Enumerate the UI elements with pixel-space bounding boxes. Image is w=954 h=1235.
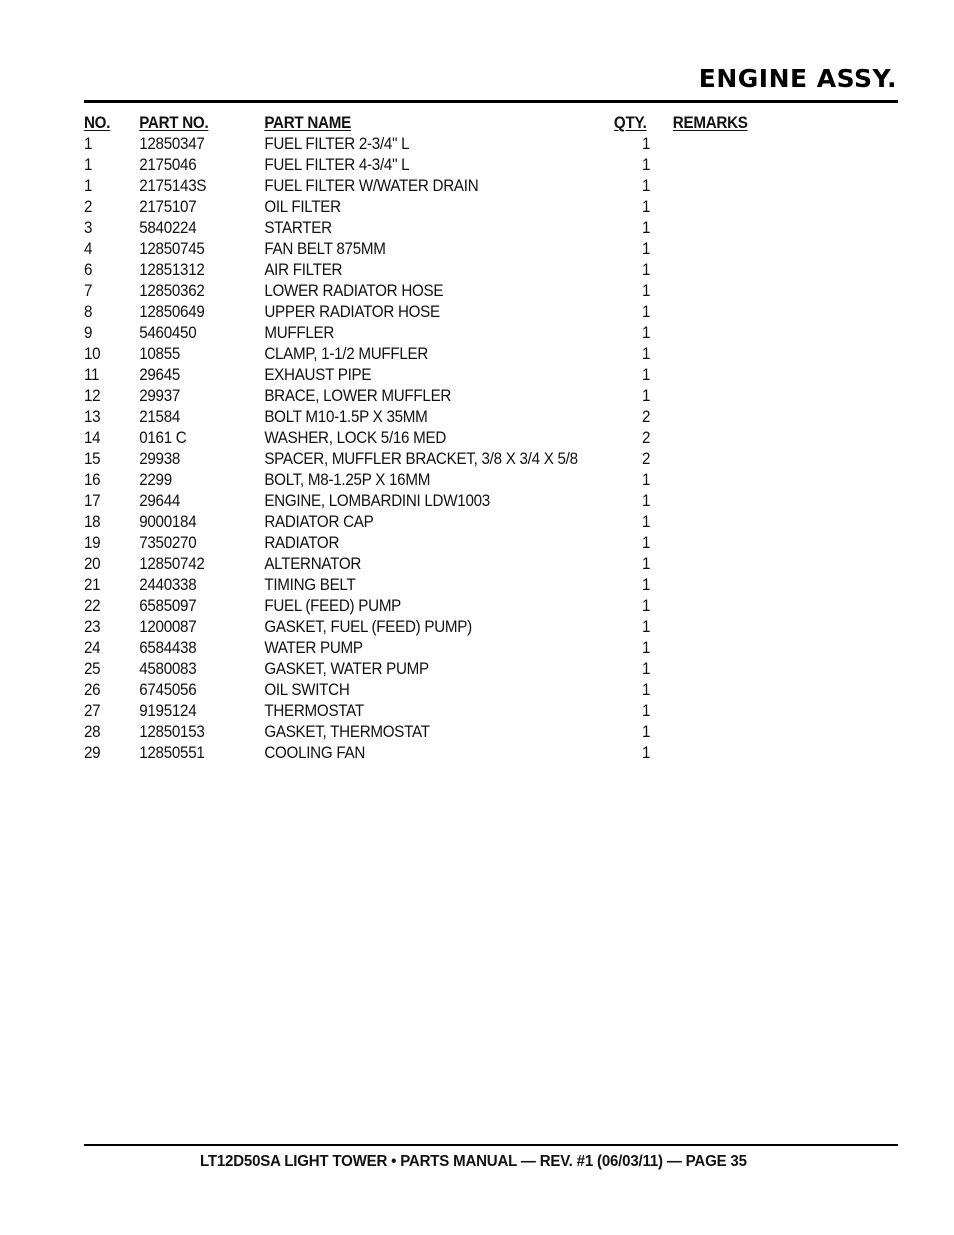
row-no: 25 [84, 660, 101, 678]
row-qty: 1 [642, 135, 651, 153]
row-part-name: BOLT M10-1.5P X 35MM [264, 408, 428, 426]
row-part-name: OIL FILTER [264, 198, 341, 216]
table-row [84, 155, 820, 176]
row-part-name: COOLING FAN [264, 744, 366, 762]
row-qty: 2 [642, 450, 651, 468]
table-row [84, 260, 820, 281]
table-row [84, 176, 820, 197]
row-qty: 1 [642, 198, 651, 216]
row-qty: 1 [642, 576, 651, 594]
row-qty: 1 [642, 471, 651, 489]
header-part-no: PART NO. [139, 114, 209, 132]
row-part-name: EXHAUST PIPE [264, 366, 372, 384]
table-row [84, 491, 820, 512]
row-qty: 1 [642, 618, 651, 636]
row-qty: 1 [642, 366, 651, 384]
table-header-row [84, 113, 820, 134]
row-qty: 1 [642, 303, 651, 321]
table-row [84, 701, 820, 722]
row-part-no: 29937 [139, 387, 181, 405]
row-part-no: 12850347 [139, 135, 205, 153]
row-no: 20 [84, 555, 101, 573]
row-part-no: 12850551 [139, 744, 205, 762]
row-part-name: RADIATOR [264, 534, 340, 552]
parts-table [84, 113, 884, 764]
row-part-no: 9195124 [139, 702, 197, 720]
table-row [84, 239, 820, 260]
title-divider [84, 100, 898, 103]
table-row [84, 323, 820, 344]
row-no: 27 [84, 702, 101, 720]
table-row [84, 659, 820, 680]
row-no: 11 [84, 366, 100, 384]
row-part-no: 29644 [139, 492, 181, 510]
row-qty: 2 [642, 429, 651, 447]
row-part-no: 12850745 [139, 240, 205, 258]
table-row [84, 344, 820, 365]
table-row [84, 386, 820, 407]
row-no: 16 [84, 471, 101, 489]
table-row [84, 722, 820, 743]
row-part-no: 12850362 [139, 282, 205, 300]
row-part-name: TIMING BELT [264, 576, 356, 594]
row-part-no: 1200087 [139, 618, 197, 636]
row-no: 1 [84, 156, 93, 174]
table-row [84, 680, 820, 701]
row-part-name: GASKET, THERMOSTAT [264, 723, 430, 741]
row-qty: 1 [642, 723, 651, 741]
row-qty: 1 [642, 744, 651, 762]
row-part-name: GASKET, WATER PUMP [264, 660, 429, 678]
row-part-name: ALTERNATOR [264, 555, 362, 573]
table-row [84, 512, 820, 533]
row-part-no: 9000184 [139, 513, 197, 531]
row-part-name: FUEL FILTER 4-3/4" L [264, 156, 410, 174]
table-row [84, 470, 820, 491]
row-part-no: 7350270 [139, 534, 197, 552]
header-part-name: PART NAME [264, 114, 351, 132]
row-qty: 1 [642, 639, 651, 657]
row-qty: 1 [642, 156, 651, 174]
row-qty: 1 [642, 240, 651, 258]
row-part-name: UPPER RADIATOR HOSE [264, 303, 440, 321]
row-qty: 2 [642, 408, 651, 426]
table-row [84, 449, 820, 470]
table-row [84, 302, 820, 323]
row-qty: 1 [642, 702, 651, 720]
row-part-name: FUEL (FEED) PUMP [264, 597, 402, 615]
row-part-name: WASHER, LOCK 5/16 MED [264, 429, 447, 447]
row-qty: 1 [642, 324, 651, 342]
row-no: 18 [84, 513, 101, 531]
row-part-name: MUFFLER [264, 324, 335, 342]
header-remarks: REMARKS [672, 114, 748, 132]
row-part-no: 2175143S [139, 177, 207, 195]
row-no: 26 [84, 681, 101, 699]
row-part-no: 0161 C [139, 429, 187, 447]
table-row [84, 743, 820, 764]
row-qty: 1 [642, 282, 651, 300]
row-no: 13 [84, 408, 101, 426]
row-no: 24 [84, 639, 101, 657]
row-no: 4 [84, 240, 93, 258]
row-part-name: FAN BELT 875MM [264, 240, 386, 258]
header-qty: QTY. [613, 114, 647, 132]
row-part-no: 12850649 [139, 303, 205, 321]
row-qty: 1 [642, 681, 651, 699]
row-no: 21 [84, 576, 101, 594]
row-part-name: STARTER [264, 219, 332, 237]
row-no: 2 [84, 198, 93, 216]
row-qty: 1 [642, 492, 651, 510]
row-part-name: BRACE, LOWER MUFFLER [264, 387, 452, 405]
table-row [84, 281, 820, 302]
row-qty: 1 [642, 660, 651, 678]
row-no: 8 [84, 303, 93, 321]
row-no: 9 [84, 324, 93, 342]
table-row [84, 428, 820, 449]
row-no: 28 [84, 723, 101, 741]
row-no: 22 [84, 597, 101, 615]
row-no: 29 [84, 744, 101, 762]
row-no: 1 [84, 177, 93, 195]
row-part-name: WATER PUMP [264, 639, 363, 657]
table-row [84, 197, 820, 218]
row-qty: 1 [642, 555, 651, 573]
table-row [84, 218, 820, 239]
row-no: 1 [84, 135, 93, 153]
table-row [84, 407, 820, 428]
row-no: 6 [84, 261, 93, 279]
row-part-no: 10855 [139, 345, 181, 363]
table-body [84, 134, 884, 764]
row-part-name: CLAMP, 1-1/2 MUFFLER [264, 345, 429, 363]
row-part-no: 6585097 [139, 597, 197, 615]
row-qty: 1 [642, 345, 651, 363]
row-part-name: LOWER RADIATOR HOSE [264, 282, 444, 300]
row-part-no: 4580083 [139, 660, 197, 678]
row-qty: 1 [642, 597, 651, 615]
row-qty: 1 [642, 387, 651, 405]
row-no: 19 [84, 534, 101, 552]
row-part-no: 6745056 [139, 681, 197, 699]
row-part-no: 12851312 [139, 261, 205, 279]
table-row [84, 554, 820, 575]
row-part-no: 29938 [139, 450, 181, 468]
row-part-no: 2175046 [139, 156, 197, 174]
row-no: 14 [84, 429, 101, 447]
row-part-no: 12850153 [139, 723, 205, 741]
row-part-name: FUEL FILTER 2-3/4" L [264, 135, 410, 153]
row-part-name: AIR FILTER [264, 261, 343, 279]
row-part-name: THERMOSTAT [264, 702, 364, 720]
row-part-no: 5840224 [139, 219, 197, 237]
table-row [84, 617, 820, 638]
row-part-name: ENGINE, LOMBARDINI LDW1003 [264, 492, 490, 510]
page-title: ENGINE ASSY. [698, 64, 897, 93]
table-row [84, 575, 820, 596]
row-part-no: 2175107 [139, 198, 197, 216]
row-no: 12 [84, 387, 101, 405]
row-part-no: 29645 [139, 366, 181, 384]
row-qty: 1 [642, 513, 651, 531]
table-row [84, 365, 820, 386]
row-part-name: BOLT, M8-1.25P X 16MM [264, 471, 431, 489]
row-no: 17 [84, 492, 101, 510]
row-part-no: 21584 [139, 408, 181, 426]
table-row [84, 596, 820, 617]
row-no: 10 [84, 345, 101, 363]
row-no: 15 [84, 450, 101, 468]
row-part-name: GASKET, FUEL (FEED) PUMP) [264, 618, 472, 636]
footer-divider [84, 1144, 898, 1146]
row-part-name: FUEL FILTER W/WATER DRAIN [264, 177, 479, 195]
row-no: 7 [84, 282, 93, 300]
header-no: NO. [84, 114, 111, 132]
row-part-no: 2440338 [139, 576, 197, 594]
row-no: 23 [84, 618, 101, 636]
row-qty: 1 [642, 261, 651, 279]
row-qty: 1 [642, 219, 651, 237]
row-part-no: 5460450 [139, 324, 197, 342]
table-row [84, 638, 820, 659]
table-row [84, 134, 820, 155]
table-row [84, 533, 820, 554]
row-part-name: RADIATOR CAP [264, 513, 374, 531]
page-footer: LT12D50SA LIGHT TOWER • PARTS MANUAL — REV. #1 (06/03/11) — PAGE 35 [200, 1153, 747, 1170]
row-part-name: OIL SWITCH [264, 681, 350, 699]
row-no: 3 [84, 219, 93, 237]
row-qty: 1 [642, 534, 651, 552]
row-part-no: 2299 [139, 471, 172, 489]
row-part-name: SPACER, MUFFLER BRACKET, 3/8 X 3/4 X 5/8 [264, 450, 578, 468]
row-qty: 1 [642, 177, 651, 195]
row-part-no: 6584438 [139, 639, 197, 657]
row-part-no: 12850742 [139, 555, 205, 573]
